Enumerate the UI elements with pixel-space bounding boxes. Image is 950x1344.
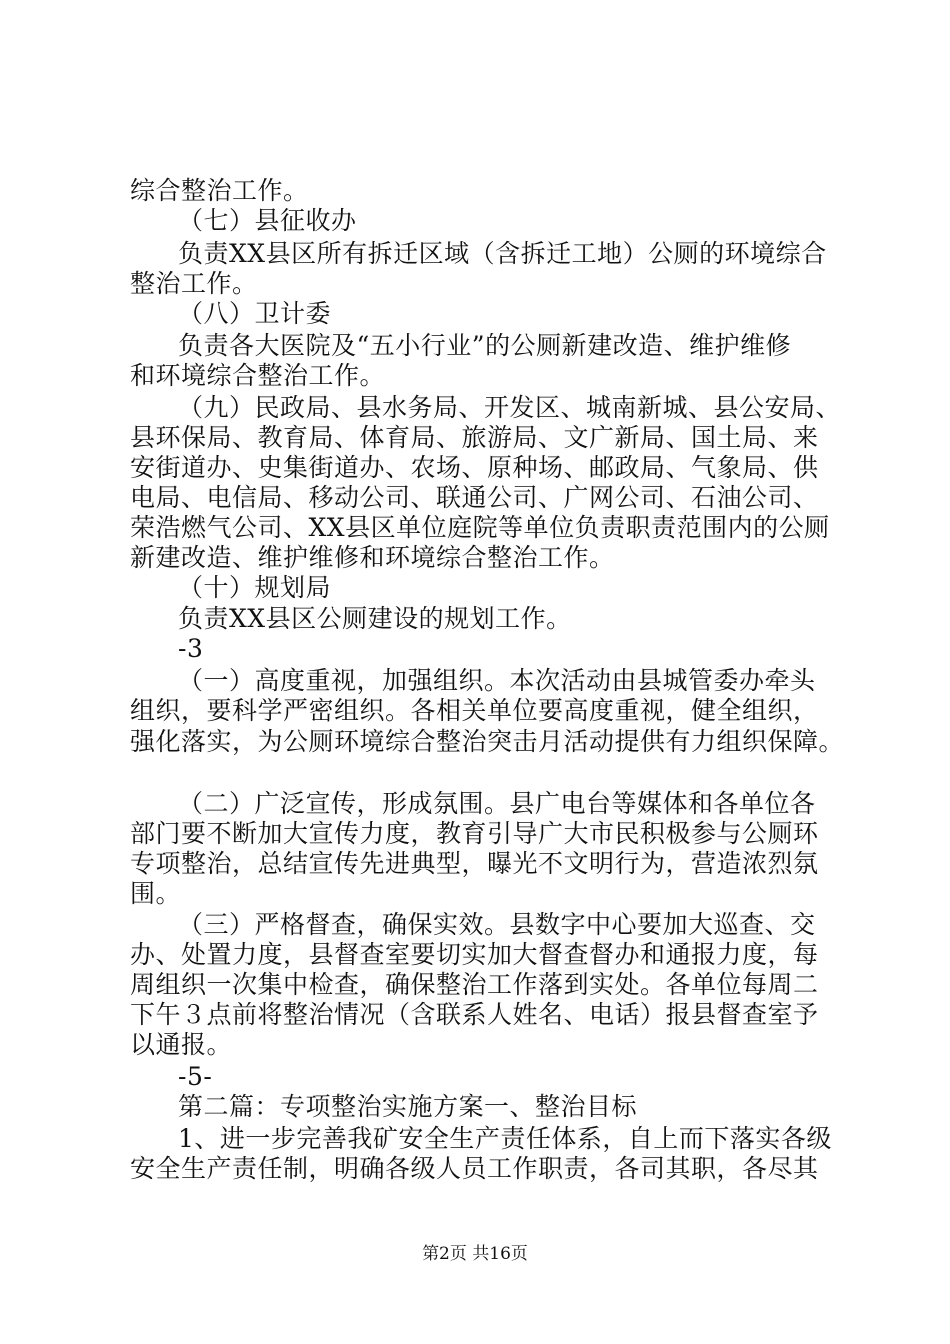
text-line: 组织，要科学严密组织。各相关单位要高度重视，健全组织， [130,696,819,725]
text-line: 强化落实，为公厕环境综合整治突击月活动提供有力组织保障。 [130,727,845,756]
text-line: 综合整治工作。 [130,176,309,205]
chapter-heading: 第二篇：专项整治实施方案一、整治目标 [178,1092,638,1121]
text-line: 县环保局、教育局、体育局、旅游局、文广新局、国土局、来 [130,423,819,452]
text-line: （三）严格督查，确保实效。县数字中心要加大巡查、交 [178,910,816,939]
text-line: 周组织一次集中检查，确保整治工作落到实处。各单位每周二 [130,970,819,999]
text-line: 部门要不断加大宣传力度，教育引导广大市民积极参与公厕环 [130,819,819,848]
text-line: 下午３点前将整治情况（含联系人姓名、电话）报县督查室予 [130,1000,819,1029]
text-line: 新建改造、维护维修和环境综合整治工作。 [130,543,615,572]
page-marker: -5- [178,1062,213,1091]
text-line: 安街道办、史集街道办、农场、原种场、邮政局、气象局、供 [130,453,819,482]
text-line: （九）民政局、县水务局、开发区、城南新城、县公安局、 [178,393,842,422]
text-line: 整治工作。 [130,269,258,298]
section-heading: （十）规划局 [178,573,332,602]
text-line: 负责各大医院及“五小行业”的公厕新建改造、维护维修 [178,331,792,360]
text-line: 专项整治，总结宣传先进典型，曝光不文明行为，营造浓烈氛 [130,849,819,878]
text-line: 和环境综合整治工作。 [130,361,386,390]
text-line: （二）广泛宣传，形成氛围。县广电台等媒体和各单位各 [178,789,816,818]
text-line: （一）高度重视，加强组织。本次活动由县城管委办牵头 [178,666,816,695]
text-line: 办、处置力度，县督查室要切实加大督查督办和通报力度，每 [130,940,819,969]
text-line: 负责XX县区所有拆迁区域（含拆迁工地）公厕的环境综合 [178,239,827,268]
text-line: 1、进一步完善我矿安全生产责任体系，自上而下落实各级 [178,1124,832,1153]
text-line: 电局、电信局、移动公司、联通公司、广网公司、石油公司、 [130,483,819,512]
text-line: 荣浩燃气公司、XX县区单位庭院等单位负责职责范围内的公厕 [130,513,830,542]
text-line: 负责XX县区公厕建设的规划工作。 [178,604,572,633]
text-line: 围。 [130,879,182,908]
text-line: 以通报。 [130,1030,233,1059]
section-heading: （八）卫计委 [178,299,332,328]
page-footer: 第2页 共16页 [422,1244,528,1264]
text-line: 安全生产责任制，明确各级人员工作职责，各司其职，各尽其 [130,1154,819,1183]
page-marker: -3 [178,634,204,663]
section-heading: （七）县征收办 [178,206,357,235]
